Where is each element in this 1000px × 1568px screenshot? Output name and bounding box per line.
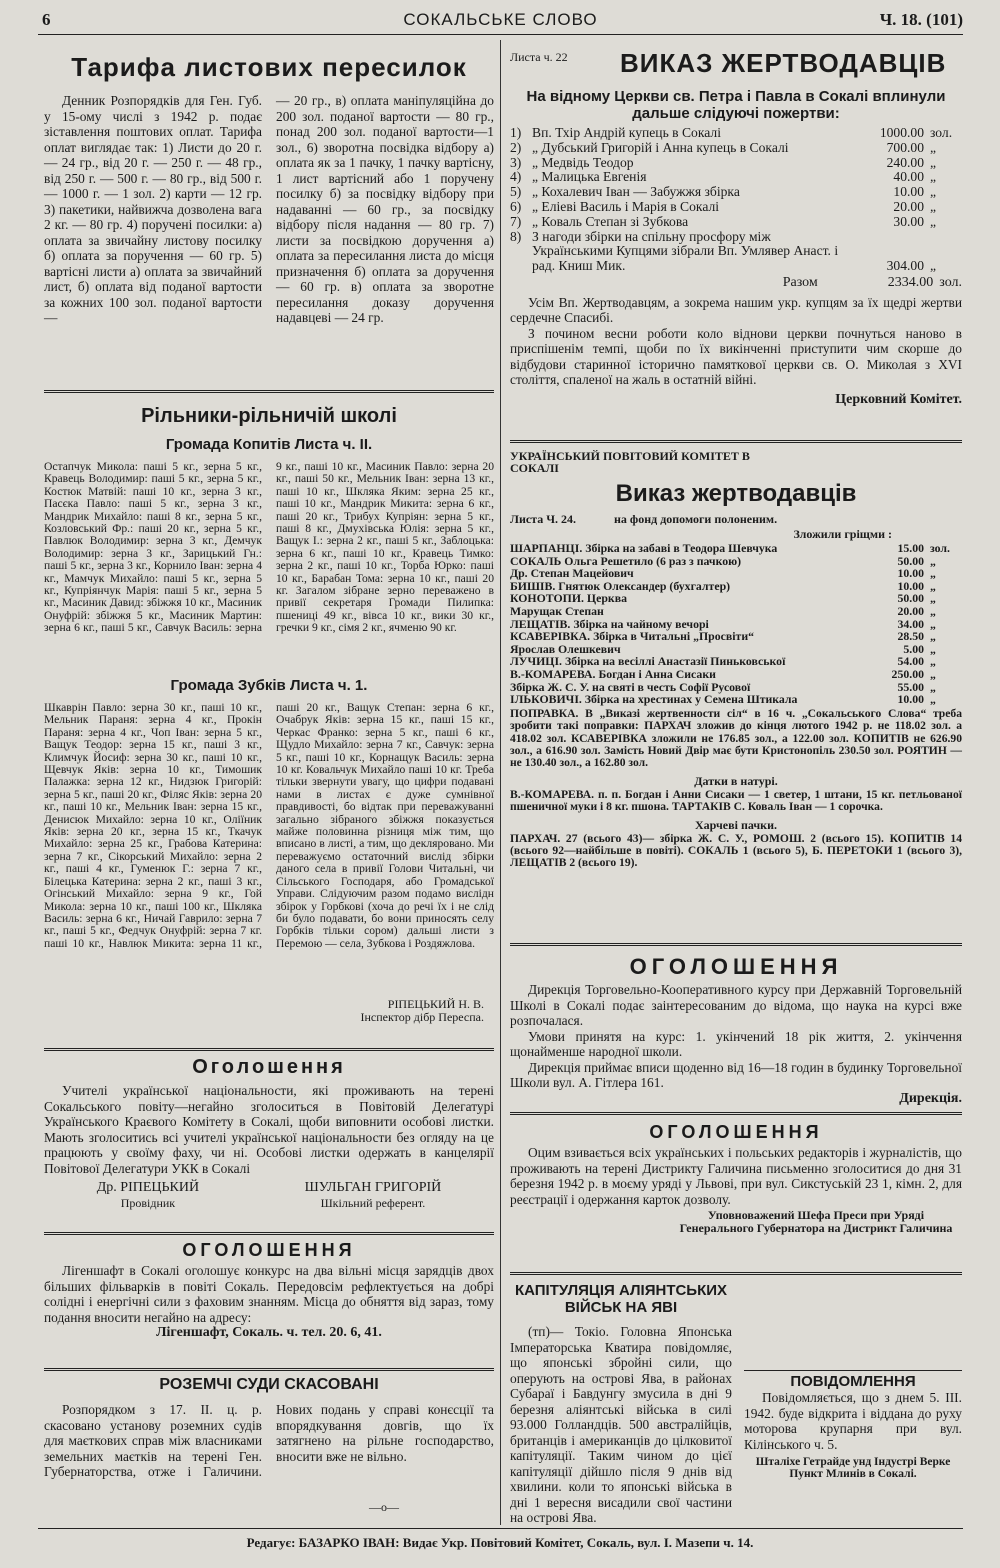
fund-donor-amount: 10.00 (897, 566, 924, 581)
divider (44, 1232, 494, 1235)
farmers-list-1: Остапчук Микола: паші 5 кг., зерна 5 кг., Кравець Володимир: паші 5 кг., зерна 5 кг., Костюк Матвій: паші 10 кг., зерна 3 кг., Пасєка Павло: паші 5 кг., зерна 3 кг., Мандрик Михайло: паші 8 кг., зерна 5 кг., Козловський Фр.: паші 20 кг., зерна 5 кг., Павлюк Володимир: зерна 3 кг., Демчук Володимир: зерна 3 кг., Зарицький Гн.: паші 5 кг., зерна 3 кг., Корнило Іван: зерна 4 кг., Мамчук Михайло: паші 5 кг., зерна 5 кг., Купріянчук Марія: паші 5 кг., зерна 5 кг., Масиник Давид: збіжжя 10 кг., Масиник Онуфрій: збіжжя 5 кг., Масиник Мартин: зерна 6 кг., паші 5 кг., Савчук Василь: зерна 9 кг., паші 10 кг., Масиник Павло: зерна 20 кг., паші 50 кг., Мельник Іван: зерна 13 кг., паші 10 кг., Шкляка Яким: зерна 25 кг., паші 10 кг., Мандрик Микита: зерна 6 кг., паші 20 кг., Трибух Купріян: зерна 5 кг., паші 8 кг., Дмухівська Юлія: зерна 5 кг., Ващук І.: зерна 2 кг., паші 5 кг., Заблоцька: зерна 6 кг., паші 10 кг., Кравець Тимко: зерна 2 кг., паші 10 кг., Торба Юрко: паші 10 кг., Барабан Тома: зерна 10 кг., паші 20 кг. Загалом зібране зерно переважено в привії секретаря Громади Пилипка: пшениці 49 кг., вівса 10 кг., вики 30 кг., гречки 9 кг., сімя 2 кг., ячменю 90 кг. (44, 460, 494, 635)
farmers-title: Рільники-рільничій школі (141, 405, 397, 427)
church-donors (510, 48, 962, 408)
fund-donor-name: СОКАЛЬ Ольга Решетило (6 раз з пачкою) (510, 553, 742, 568)
tariffs-col2: — 20 гр., в) оплата маніпуляційна до 200 зол. поданої вартости — 80 гр., понад 200 зол. поданої вартости—1 зол., 6) зворотна посвідка відбору а) оплата як за 1 пачку, 1 пачку вартісну, 1 лист вартісний або 1 поручену посилку б) за посвідку відбору при надаванні — 60 гр., за посвідку відбору після надання — 80 гр. 7) листи за посвідкою доручення а) оплата за пересилання листа до місця призначення б) оплата за доручення — 60 гр. в) оплата за зворотне пересилання доказу доручення надавцеві — 24 гр. (276, 93, 494, 325)
fund-donor-amount: 15.00 (897, 541, 924, 555)
donor-unit: „ (930, 154, 937, 170)
fund-donor-name: В.-КОМАРЕВА. Богдан і Анна Сисаки (510, 666, 716, 681)
courts-end: —о— (369, 1500, 399, 1514)
issue-number: Ч. 18. (101) (879, 10, 963, 29)
fund-donor-row (510, 630, 962, 643)
donor-row (510, 230, 962, 274)
donor-row (510, 185, 962, 200)
courts-text: Розпорядком з 17. II. ц. р. скасовано установу роземних судів для маєткових справ між власниками земельних маєтків на терені Ген. Губернаторства, отже і Галичини. Нових подань у справі конєсції та впорядкування довгів, що їх затягнено на рільне господарство, вносити вже не вільно. (44, 1402, 494, 1479)
donors-table (510, 126, 962, 274)
java-text: (тп)— Токіо. Головна Японська Імператорська Кватира повідомляє, що японські збройні сили, що оперують на острові Ява, в районах Субараї і Бавдунгу змусила в дні 9 березня аліянтські війська в силі 93.000 Голландців. 500 австралійців, британців і американців до цілковитої капітуляції. Таким чином до цієї капітуляції дійшло після 9 днів від хвилини. коли то японські війська в дні 1 вересня висадили свої частини на острові Ява. (510, 1324, 732, 1525)
divider (510, 943, 962, 946)
donor-row (510, 126, 962, 141)
farmers-signature: РІПЕЦЬКИЙ Н. В. (387, 997, 484, 1011)
committee-name: УКРАЇНСЬКИЙ ПОВІТОВИЙ КОМІТЕТ В СОКАЛІ (510, 449, 750, 475)
fund-donor-name: КСАВЕРІВКА. Збірка в Читальні „Просвіти“ (510, 629, 755, 644)
divider (44, 390, 494, 393)
total-unit: зол. (939, 274, 962, 290)
divider (44, 1368, 494, 1371)
restoration-text: З почином весни роботи коло віднови церкви почнуться наново в приспішенім темпі, щоби по їх викінченні приступити чим скорше до відбудови старинної історично памяткової церкви св. О. Миколая з XVI століття, спаленої на жаль в остатній війні. (510, 325, 962, 388)
fund-donor-unit: „ (930, 654, 936, 669)
donor-index: 2) (510, 139, 522, 155)
fund-donor-unit: „ (930, 666, 936, 681)
fund-donor-unit: „ (930, 603, 936, 618)
newspaper-title: СОКАЛЬСЬКЕ СЛОВО (403, 10, 598, 29)
donor-name: Вп. Тхір Андрій купець в Сокалі (532, 125, 721, 140)
fund-table (510, 542, 962, 706)
divider (44, 1048, 494, 1051)
notice-text: Учителі української національности, які проживають на терені Сокальського повіту—негайно зголоситься в Повітовій Делегатурі Українського Краєвого Комітету в Сокалі, щоби виповнити особові листки. Мають зголоситись всі учителі української національности без огляду на це працюють у своїму фаху, чи ні. Особові листки одержать в канцелярії Повітової Делегатури УКК в Сокалі (44, 1083, 494, 1176)
fund-donor-row (510, 542, 962, 555)
divider (510, 1112, 962, 1115)
footer-rule (38, 1528, 963, 1529)
fund-donor-unit: „ (930, 692, 936, 707)
fund-donor-unit: „ (930, 629, 936, 644)
fund-donor-unit: „ (930, 679, 936, 694)
notice-title: ОГОЛОШЕННЯ (649, 1122, 823, 1142)
donor-index: 6) (510, 198, 522, 214)
donor-index: 8) (510, 228, 522, 244)
total-label: Разом (782, 274, 818, 290)
fund-donor-row (510, 567, 962, 580)
donor-row (510, 200, 962, 215)
school-notice (510, 954, 962, 1107)
fund-donor-amount: 28.50 (897, 629, 924, 644)
in-kind-text: В.-КОМАРЕВА. п. п. Богдан і Анни Сисаки — 1 светер, 1 штани, 15 кг. петльованої пшеничної муки і 8 кг. пшона. ТАРТАКІВ С. Коваль Іван — 1 сорочка. (510, 787, 962, 814)
fund-donor-row (510, 693, 962, 706)
notice-sign: Дирекція. (899, 1090, 962, 1106)
in-kind-heading: Датки в натурі. (694, 773, 778, 788)
fund-donor-name: ШАРПАНЦІ. Збірка на забаві в Теодора Шевчука (510, 541, 778, 555)
fund-donor-unit: „ (930, 566, 936, 581)
header-rule (38, 34, 963, 35)
donor-index: 3) (510, 154, 522, 170)
press-notice (510, 1122, 962, 1235)
fund-donor-name: ЛУЧИЦІ. Збірка на весіллі Анастазії Пиньковської (510, 654, 786, 669)
signature-2-role: Шкільний референт. (320, 1196, 426, 1210)
fund-donor-row (510, 605, 962, 618)
divider (510, 1272, 962, 1275)
notice-sign: Уповноважений Шефа Преси при Уряді Генерального Губернатора на Дистрикт Галичина (679, 1208, 953, 1235)
donors2-list-number: Листа Ч. 24. (510, 512, 577, 526)
fund-donor-amount: 250.00 (891, 666, 924, 681)
column-divider (500, 40, 501, 1525)
donors-subtitle: На відному Церкви св. Петра і Павла в Сокалі вплинули дальше слідуючі пожертви: (526, 88, 946, 122)
notice-address: Лігеншафт, Сокаль. ч. тел. 20. 6, 41. (156, 1325, 382, 1340)
notice-title: ОГОЛОШЕННЯ (629, 954, 843, 979)
divider (510, 440, 962, 443)
food-heading: Харчеві пачки. (695, 817, 777, 832)
donor-name: „ Еліеві Василь і Марія в Сокалі (532, 198, 720, 214)
fund-donor-unit: зол. (930, 541, 950, 555)
total-amount: 2334.00 (887, 274, 934, 290)
donors2-purpose: на фонд допомоги полоненим. (614, 512, 778, 526)
java-title: КАПІТУЛЯЦІЯ АЛІЯНТСЬКИХ ВІЙСЬК НА ЯВІ (514, 1282, 728, 1316)
signature-1: Др. РІПЕЦЬКИЙ (96, 1180, 200, 1195)
page-number: 6 (42, 10, 51, 29)
courts-title: РОЗЕМЧІ СУДИ СКАСОВАНІ (159, 1376, 379, 1393)
footer-imprint: Редагує: БАЗАРКО ІВАН: Видає Укр. Повітовий Комітет, Сокаль, вул. І. Мазепи ч. 14. (246, 1535, 754, 1550)
donor-amount: 1000.00 (879, 125, 924, 140)
fund-donor-name: Збірка Ж. С. У. на святі в честь Софії Русової (510, 679, 751, 694)
farmers-subtitle-1: Громада Копитів Листа ч. II. (165, 436, 373, 453)
donor-name: „ Медвідь Теодор (532, 154, 634, 170)
teachers-notice (44, 1056, 494, 1211)
money-heading: Зложили гріщми : (793, 527, 892, 541)
fund-donor-amount: 5.00 (903, 641, 924, 656)
courts-article (44, 1376, 494, 1515)
donor-unit: „ (930, 139, 937, 155)
tariffs-title: Тарифа листових пересилок (71, 52, 467, 82)
notice-text-3: Дирекція приймає вписи щоденно від 16—18 годин в будинку Торговельної Школи вул. А. Гітлера 161. (510, 1059, 962, 1090)
donor-index: 1) (510, 125, 522, 140)
donor-row (510, 215, 962, 230)
fund-donor-name: ІЛЬКОВИЧІ. Збірка на хрестинах у Семена Штикала (510, 692, 798, 707)
donor-amount: 40.00 (893, 169, 924, 185)
donor-row (510, 156, 962, 171)
notice-text-2: Умови принятя на курс: 1. укінчений 18 рік життя, 2. укінчення щонайменше народної школи. (510, 1028, 962, 1059)
announce-sign: Шталіхе Гетрайде унд Індустрі Верке Пункт Млинів в Сокалі. (755, 1456, 951, 1480)
farmers-signature-role: Інспектор дібр Переспа. (360, 1010, 484, 1024)
church-committee-sign: Церковний Комітет. (835, 391, 962, 407)
mill-announcement (744, 1370, 962, 1480)
fund-donor-amount: 54.00 (897, 654, 924, 669)
notice-text-1: Дирекція Торговельно-Кооперативного курсу при Державній Торговельній Школі в Сокалі подає заінтересованим до відома, що наука на курсі вже розпочалася. (510, 982, 962, 1028)
fund-donor-unit: „ (930, 591, 936, 606)
fund-donor-name: ЛЕЩАТІВ. Збірка на чайному вечорі (510, 616, 709, 631)
donor-name: „ Коваль Степан зі Зубкова (532, 213, 689, 229)
donors2-title: Виказ жертводавців (615, 480, 857, 507)
fund-donor-amount: 50.00 (897, 591, 924, 606)
donor-unit: „ (930, 184, 937, 200)
fund-donor-unit: „ (930, 641, 936, 656)
fund-donor-unit: „ (930, 616, 936, 631)
fund-donor-amount: 20.00 (897, 603, 924, 618)
fund-donor-unit: „ (930, 578, 936, 593)
prisoners-fund-donors (510, 450, 962, 870)
donor-unit: зол. (930, 125, 953, 140)
donor-amount: 20.00 (893, 198, 924, 214)
farmers-subtitle-2: Громада Зубків Листа ч. 1. (170, 677, 368, 694)
fund-donor-name: Ярослав Олешкевич (510, 641, 621, 656)
donor-index: 5) (510, 184, 522, 200)
donor-index: 7) (510, 213, 522, 229)
donor-unit: „ (930, 169, 937, 185)
tariffs-col1: Денник Розпорядків для Ген. Губ. у 15-ому числі з 1942 р. подає зіставлення поштових оплат. Тарифа оплат виглядає так: 1) Листи до 20 г. — 24 гр., від 20 г. — 250 г. — 48 гр., від 250 г. — 500 г. — 80 гр., від 500 г. — 1000 г. — 1 зол. 2) карти — 12 гр. 3) пакетики, найвижча дозволена вага 2 кг. — 80 гр. 4) поручені посилки: а) оплата за звичайну листову посилку б) оплата за поручення — 60 гр. 5) вартісні листи а) оплата за звичайний лист, б) оплата від поданої вартости за кожних 100 зол. поданої вартости — (44, 93, 262, 325)
donor-name: З нагоди збірки на спільну просфору між Українськими Купцями зібрали Вп. Умлявер Анаст. і рад. Книш Мик. (532, 228, 839, 274)
donor-row (510, 170, 962, 185)
notice-text: Лігеншафт в Сокалі оголошує конкурс на два вільні місця зарядців двох більших фільварків в повіті Сокаль. Передовсім рефлектується на добрі солідні і енергічні сили з фаховим знанням. Місца до обняття від зараз, тому подання вносити негайно на адресу: (44, 1263, 494, 1325)
donor-amount: 30.00 (893, 213, 924, 229)
fund-donor-name: Др. Степан Мацейович (510, 566, 634, 581)
donor-name: „ Дубський Григорій і Анна купець в Сокалі (532, 139, 789, 155)
thanks-text: Усім Вп. Жертводавцям, а зокрема нашим укр. купцям за їх щедрі жертви сердечне Спасибі. (510, 294, 962, 326)
food-text: ПАРХАЧ. 27 (всього 43)— збірка Ж. С. У., РОМОШ. 2 (всього 15). КОПИТІВ 14 (всього 92—найбільше в повіті). СОКАЛЬ 1 (всього 5), Б. ПЕРЕТОКИ 1 (всього 3), ЛЕЩАТІВ 2 (всього 19). (510, 831, 962, 870)
donor-unit: „ (930, 213, 937, 229)
donor-amount: 10.00 (893, 184, 924, 200)
donor-index: 4) (510, 169, 522, 185)
announce-text: Повідомляється, що з днем 5. III. 1942. буде відкрита і віддана до руху моторова крупарня при вул. Кілінського ч. 5. (744, 1390, 962, 1452)
list-number: Листа ч. 22 (510, 50, 568, 64)
page-header (38, 10, 963, 36)
donor-amount: 304.00 (886, 258, 924, 274)
fund-donor-amount: 10.00 (897, 692, 924, 707)
donor-name: „ Кохалевич Іван — Забужжя збірка (532, 184, 740, 200)
tariffs-article (44, 52, 494, 326)
fund-donor-name: БИШІВ. Гнятюк Олександер (бухгалтер) (510, 578, 731, 593)
farmers-list-2: Шкаврін Павло: зерна 30 кг., паші 10 кг., Мельник Параня: зерна 4 кг., Прокін Параня: зерна 4 кг., Чоп Іван: зерна 5 кг., Ващук Теодор: зерна 15 кг., паші 3 кг., Климчук Йосиф: зерна 30 кг., паші 10 кг., Щевчук Яків: зерна 10 кг., Тимошик Палажка: зерна 12 кг., Нидзюк Григорій: зерна 5 кг., паші 20 кг., Філяс Яків: зерна 20 кг., паші 10 кг., Мельник Іван: зерна 15 кг., Денисюк Михайло: зерна 10 кг., Оліїник Яків: зерна 20 кг., зерна 15 кг., Ткачук Михайло: зерна 25 кг., Грабова Катерина: зерна 7 кг., Сікорський Михайло: зерна 2 кг., паші 4 кг., Гуменюк Г.: зерна 7 кг., Білецька Катерина: зерна 2 кг., паші 3 кг., Огінський Михайло: зерна 9 кг., Гой Микола: зерна 10 кг., паші 100 кг., Шкляка Василь: зерна 6 кг., Ничай Гаврило: зерна 7 кг., паші 5 кг., Федчук Онуфрій: зерна 7 кг. паші 10 кг., Навлюк Микита: зерна 11 кг., паші 20 кг., Ващук Степан: зерна 6 кг., Очабрук Яків: зерна 15 кг., паші 15 кг., Черкас Франко: зерна 5 кг., паші 6 кг., Щудло Михайло: зерна 7 кг., Савчук: зерна 5 кг., паші 10 кг., Корнащук Василь: зерна 10 кг. Ковальчук Михайло паші 10 кг. Треба тільки звернути увагу, що цифри подавані нами в листах є дуже сумнівної правдивості, бо відтак при переважуванні загально зібраного збіжжя показується майже половинна різниця між тим, що вписано в листі, а тим, що деклярованo. Ми переважуємо остаточний вислід збірки даного села в привії Голови Читальні, чи Сільського Господаря, або Громадської Управи. Слідуючим разом подамо вислідн збірок у Горбкові (хоча до речі їх і не слід би було подавати, бо вони приносять селу Горбків тільки сором) дальші листи з Перемою — села, Зубкова і Роздяжлова. (44, 701, 494, 950)
donor-unit: „ (930, 258, 937, 274)
notice-title: Оголошення (192, 1056, 346, 1078)
estate-notice (44, 1240, 494, 1341)
donor-name: „ Малицька Евгенія (532, 169, 647, 185)
fund-donor-unit: „ (930, 553, 936, 568)
fund-donor-amount: 10.00 (897, 578, 924, 593)
donor-unit: „ (930, 198, 937, 214)
correction-text: ПОПРАВКА. В „Виказі жертвенности сіл“ в 16 ч. „Сокальського Слова“ треба зробити такі поправки: ПАРХАЧ зложив до кінця лютого 1942 р. не 118.02 зол. а 418.02 зол. КСАВЕРІВКА зложили не 176.85 зол., а 122.00 зол. КОПИТІВ не 626.90 зол., а 616.90 зол. Замість Новий Двір має бути Кристонопіль 230.50 зол. РОЯТИН — не 130.40 зол., а 162.80 зол. (510, 706, 962, 770)
donor-amount: 700.00 (886, 139, 924, 155)
announce-title: ПОВІДОМЛЕННЯ (744, 1370, 962, 1390)
signature-2: ШУЛЬГАН ГРИГОРІЙ (304, 1180, 442, 1195)
fund-donor-amount: 55.00 (897, 679, 924, 694)
donor-row (510, 141, 962, 156)
fund-donor-row (510, 668, 962, 681)
fund-donor-name: Марущак Степан (510, 603, 604, 618)
notice-text: Оцим взивається всіх українських і польських редакторів і журналістів, що проживають на терені Дистрикту Галичина письменно зголоситися до дня 31 березня 1942 р. в моєму уряді у Львові, при вул. Сикстуській 23 1, кімн. 2, для реєстрації і одержання карток дозволу. (510, 1145, 962, 1207)
signature-1-role: Провідник (120, 1196, 176, 1210)
notice-title: ОГОЛОШЕННЯ (182, 1240, 356, 1260)
fund-donor-amount: 34.00 (897, 616, 924, 631)
donor-amount: 240.00 (886, 154, 924, 170)
farmers-article (44, 405, 494, 1024)
fund-donor-name: КОНОТОПИ. Церква (510, 591, 627, 606)
donors-title: ВИКАЗ ЖЕРТВОДАВЦІВ (620, 48, 947, 78)
fund-donor-amount: 50.00 (897, 553, 924, 568)
